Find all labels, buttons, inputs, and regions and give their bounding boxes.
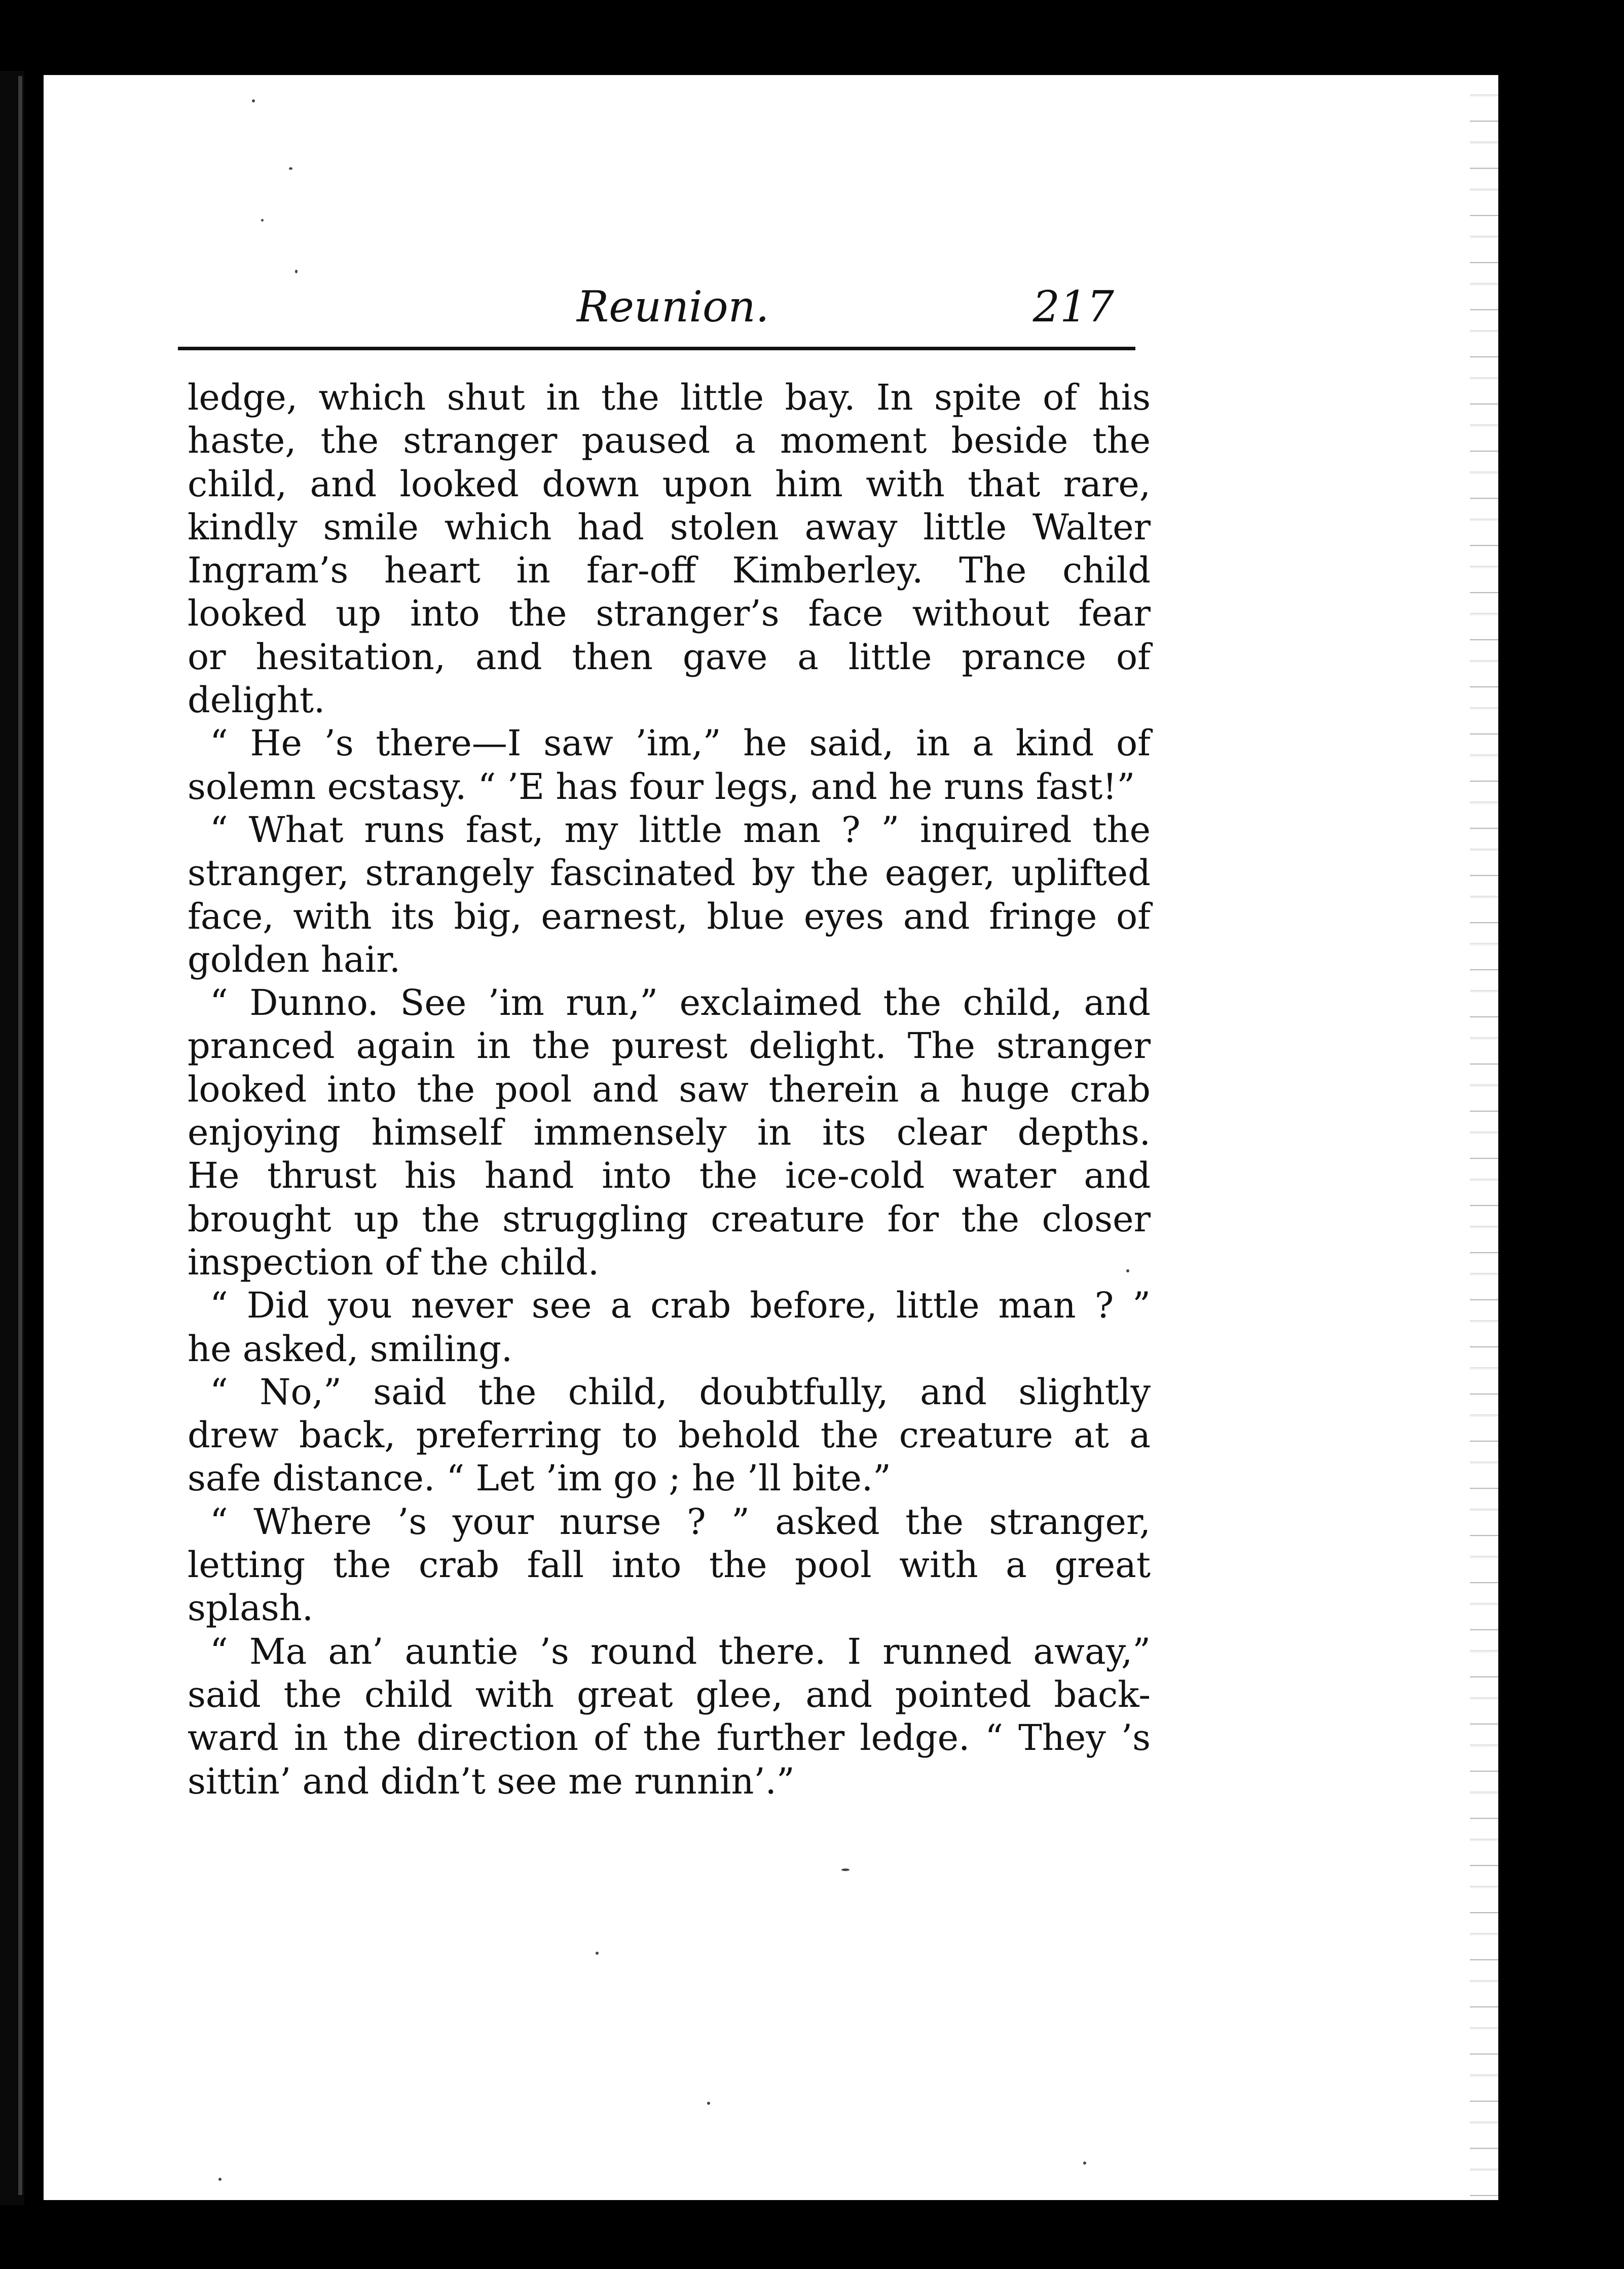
- text-line: face, with its big, earnest, blue eyes and fringe of: [188, 895, 1151, 937]
- text-line: inspection of the child.: [188, 1241, 600, 1283]
- text-line: looked up into the stranger’s face without fear: [188, 593, 1151, 635]
- text-line: solemn ecstasy. “ ’E has four legs, and he runs fast!”: [188, 765, 1135, 808]
- text-line: golden hair.: [188, 938, 401, 980]
- scan-speck: [707, 2102, 710, 2105]
- text-line: splash.: [188, 1587, 314, 1629]
- text-line: “ Did you never see a crab before, little man ? ”: [210, 1285, 1151, 1327]
- text-line: safe distance. “ Let ’im go ; he ’ll bite.”: [188, 1457, 891, 1499]
- header-rule: [178, 347, 1135, 350]
- running-head: [178, 280, 1135, 341]
- text-line: delight.: [188, 679, 325, 721]
- scan-speck: [1083, 2162, 1086, 2165]
- text-line: enjoying himself immensely in its clear depths.: [188, 1112, 1151, 1154]
- text-line: child, and looked down upon him with that rare,: [188, 463, 1151, 505]
- text-line: he asked, smiling.: [188, 1328, 513, 1370]
- binding-highlight: [18, 76, 22, 2195]
- text-line: or hesitation, and then gave a little prance of: [188, 636, 1151, 678]
- text-line: brought up the struggling creature for the closer: [188, 1198, 1151, 1240]
- scan-speck: [841, 1869, 850, 1871]
- scan-speck: [295, 270, 298, 273]
- text-line: He thrust his hand into the ice-cold water and: [188, 1155, 1151, 1197]
- scan-speck: [218, 2178, 222, 2181]
- text-line: “ Ma an’ auntie ’s round there. I runned away,”: [210, 1630, 1151, 1672]
- text-line: ward in the direction of the further ledge. “ They ’s: [188, 1717, 1151, 1759]
- scan-speck: [596, 1952, 599, 1955]
- text-line: said the child with great glee, and pointed back-: [188, 1673, 1151, 1715]
- text-line: “ No,” said the child, doubtfully, and slightly: [210, 1371, 1151, 1413]
- text-line: “ Dunno. See ’im run,” exclaimed the child, and: [210, 982, 1151, 1024]
- text-line: Ingram’s heart in far-off Kimberley. The child: [188, 550, 1151, 592]
- page-number: 217: [1032, 282, 1114, 332]
- text-line: stranger, strangely fascinated by the eager, uplifted: [188, 852, 1151, 894]
- text-line: “ What runs fast, my little man ? ” inquired the: [210, 809, 1151, 851]
- text-line: haste, the stranger paused a moment beside the: [188, 420, 1151, 462]
- text-line: pranced again in the purest delight. The stranger: [188, 1025, 1151, 1067]
- text-line: ledge, which shut in the little bay. In spite of his: [188, 377, 1151, 418]
- text-line: letting the crab fall into the pool with a great: [188, 1544, 1151, 1586]
- page-right-edge: [1470, 75, 1498, 2200]
- running-head-title: Reunion.: [577, 282, 769, 332]
- text-line: “ Where ’s your nurse ? ” asked the stranger,: [210, 1501, 1151, 1543]
- text-line: “ He ’s there—I saw ’im,” he said, in a kind of: [210, 722, 1151, 764]
- scan-speck: [261, 219, 264, 222]
- body-text: [188, 376, 1151, 1803]
- scan-speck: [252, 99, 255, 102]
- text-line: looked into the pool and saw therein a huge crab: [188, 1068, 1151, 1110]
- text-line: sittin’ and didn’t see me runnin’.”: [188, 1760, 795, 1802]
- text-line: kindly smile which had stolen away little Walter: [188, 506, 1151, 548]
- text-line: drew back, preferring to behold the creature at a: [188, 1414, 1151, 1456]
- scan-speck: [289, 167, 292, 170]
